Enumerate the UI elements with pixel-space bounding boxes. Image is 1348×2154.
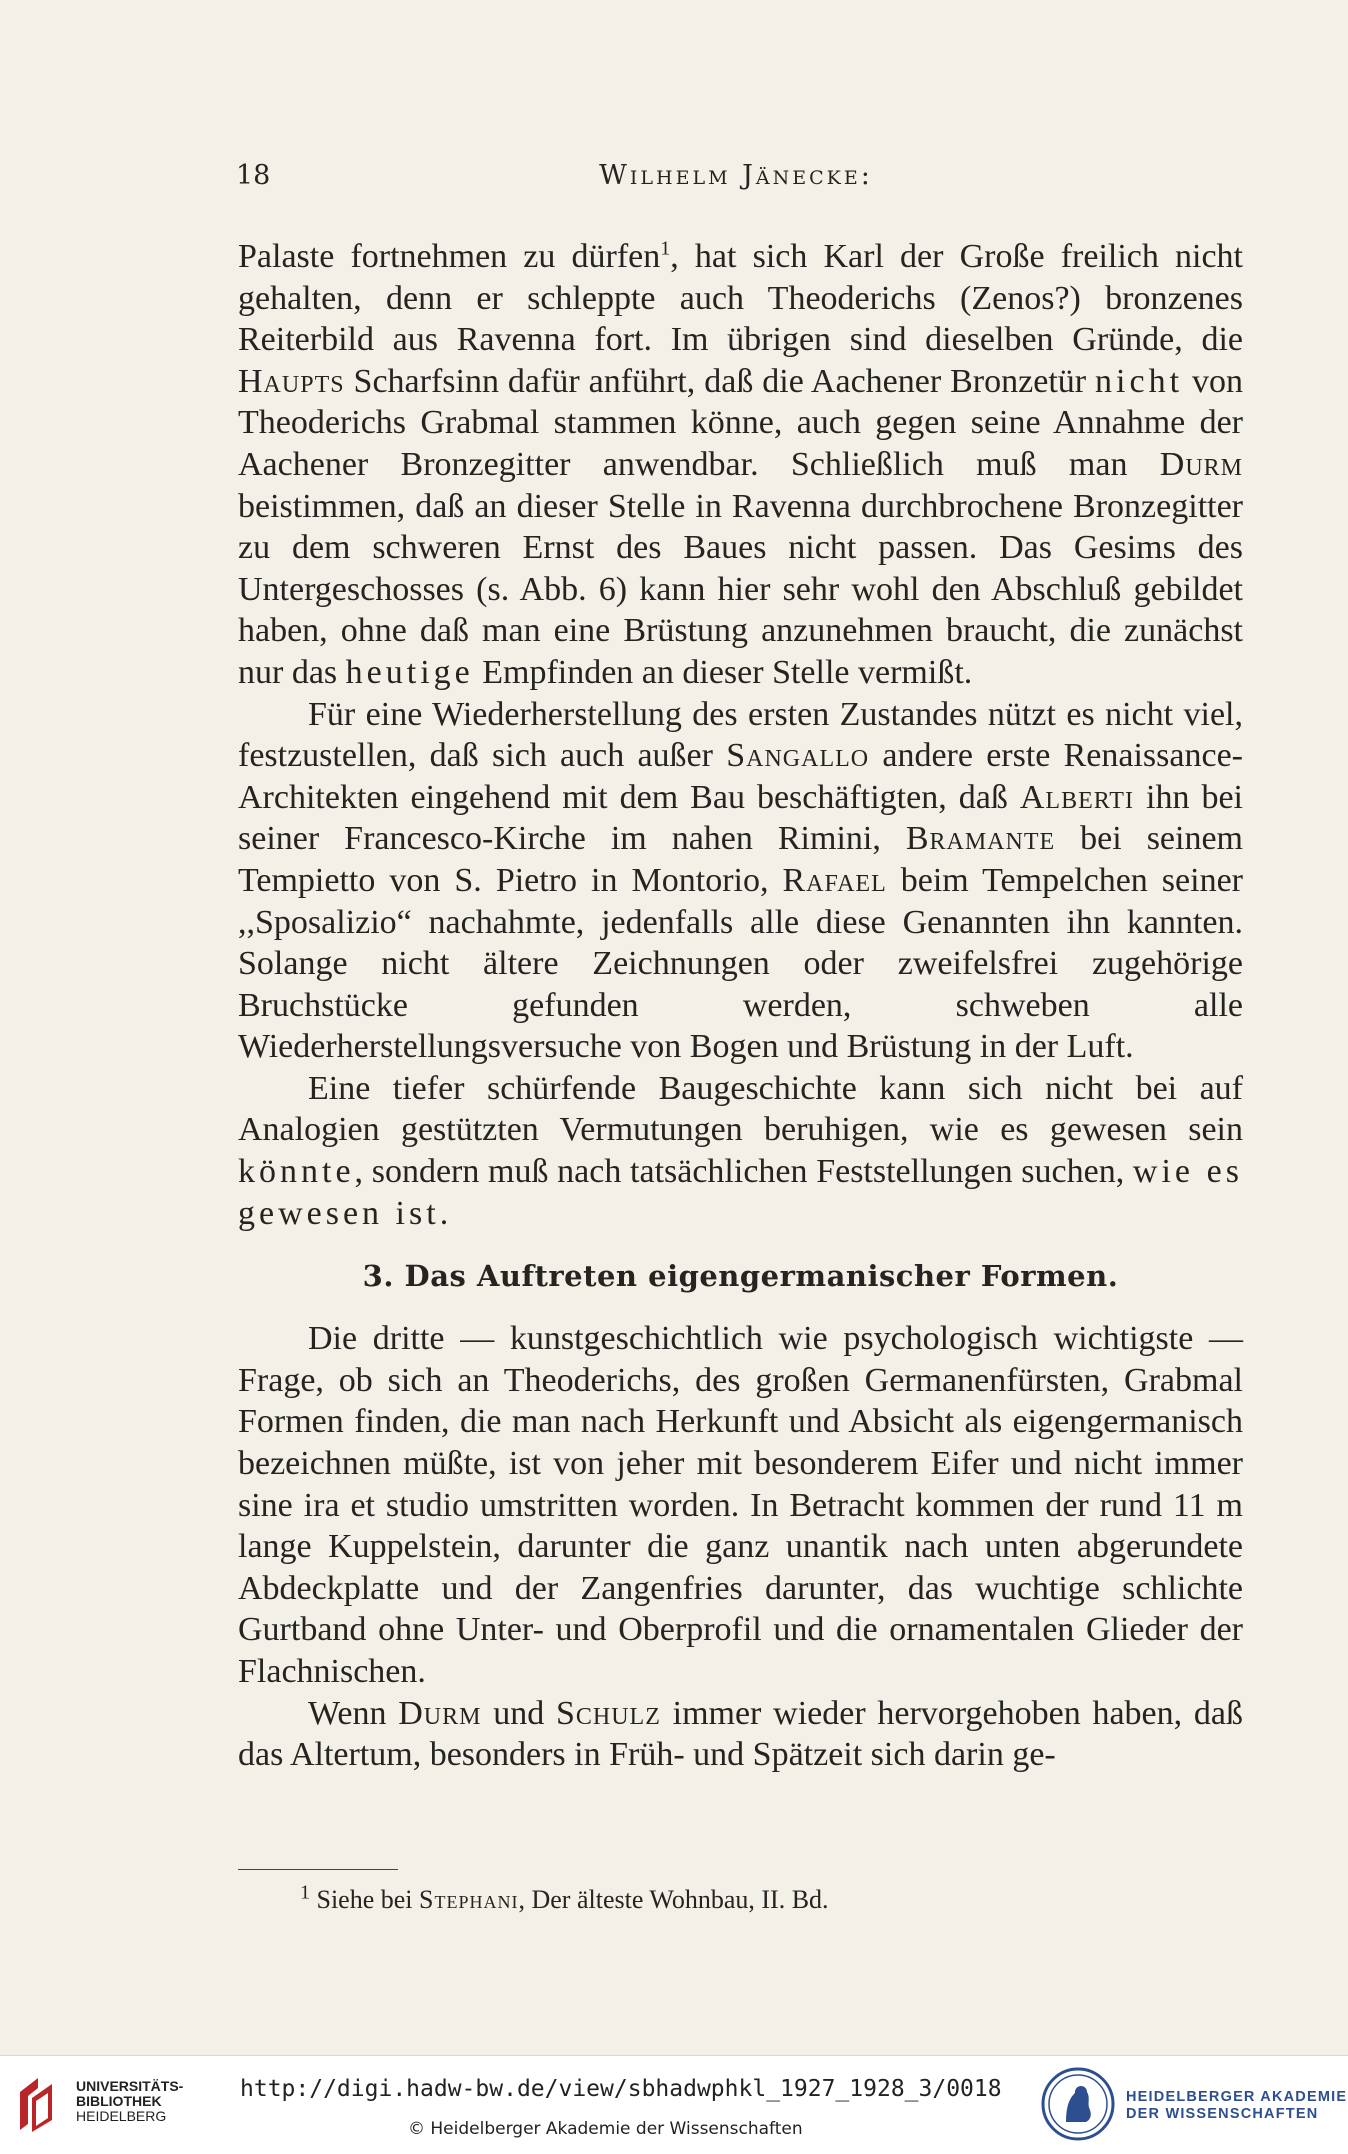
name-schulz: Schulz	[555, 1694, 661, 1732]
paragraph-2: Für eine Wiederherstellung des ersten Zustandes nützt es nicht viel, festzustellen, daß sich auch außer Sangallo andere erste Renaissance-Architekten eingehend mit dem Bau beschäftigten, daß Alberti ihn bei seiner Francesco-Kirche im nahen Rimini, Bramante bei seinem Tempietto von S. Pietro in Montorio, Rafael beim Tempelchen seiner ,,Sposalizio“ nachahmte, jedenfalls alle diese Genannten ihn kannten. Solange nicht ältere Zeichnungen oder zweifelsfrei zugehörige Bruchstücke gefunden werden, schweben alle Wiederherstellungsversuche von Bogen und Brüstung in der Luft.	[238, 695, 1243, 1066]
footnote: $^1$ Siehe bei Stephani, Der älteste Wohnbau, II. Bd.	[300, 1881, 829, 1914]
name-alberti: Alberti	[1019, 778, 1134, 816]
university-library-name: UNIVERSITÄTS- BIBLIOTHEK HEIDELBERG	[76, 2078, 184, 2124]
page-number: 18	[236, 160, 271, 191]
emphasis-nicht: nicht	[1095, 362, 1184, 400]
copyright-notice: © Heidelberger Akademie der Wissenschaften	[408, 2119, 803, 2139]
name-haupts: Haupts	[238, 362, 345, 400]
name-durm: Durm	[1159, 445, 1243, 483]
paragraph-1: Palaste fortnehmen zu dürfen$^1$, hat sich Karl der Große freilich nicht gehalten, denn er schleppte auch Theoderichs (Zenos?) bronzenes Reiterbild aus Ravenna fort. Im übrigen sind dieselben Gründe, die Haupts Scharfsinn dafür anführt, daß die Aachener Bronzetür nicht von Theoderichs Grabmal stammen könne, auch gegen seine Annahme der Aachener Bronzegitter anwendbar. Schließlich muß man Durm beistimmen, daß an dieser Stelle in Ravenna durchbrochene Bronzegitter zu dem schweren Ernst des Baues nicht passen. Das Gesims des Untergeschosses (s. Abb. 6) kann hier sehr wohl den Abschluß gebildet haben, ohne daß man eine Brüstung anzunehmen braucht, die zunächst nur das heutige Empfinden an dieser Stelle vermißt.	[238, 237, 1244, 691]
name-durm: Durm	[398, 1694, 482, 1732]
running-head: Wilhelm Jänecke:	[599, 160, 873, 191]
footnote-divider	[238, 1869, 398, 1870]
name-stephani: Stephani	[419, 1885, 519, 1914]
permalink-url[interactable]: http://digi.hadw-bw.de/view/sbhadwphkl_1927_1928_3/0018	[240, 2076, 1002, 2102]
name-sangallo: Sangallo	[726, 737, 870, 775]
emphasis-koennte: könnte	[238, 1153, 355, 1191]
name-rafael: Rafael	[782, 861, 887, 899]
paragraph-4: Die dritte — kunstgeschichtlich wie psychologisch wichtigste — Frage, ob sich an Theoderichs, des großen Germanenfürsten, Grabmal Formen finden, die man nach Herkunft und Absicht als eigengermanisch bezeichnen müßte, ist von jeher mit besonderem Eifer und nicht immer sine ira et studio umstritten worden. In Betracht kommen der rund 11 m lange Kuppelstein, darunter die ganz unantik nach unten abgerundete Abdeckplatte und der Zangenfries darunter, das wuchtige schlichte Gurtband ohne Unter- und Oberprofil und die ornamentalen Glieder der Flachnischen.	[238, 1320, 1243, 1690]
body-text	[238, 236, 1243, 1776]
footnote-marker: 1	[300, 1881, 310, 1904]
paragraph-5: Wenn Durm und Schulz immer wieder hervorgehoben haben, daß das Altertum, besonders in Früh- und Spätzeit sich darin ge-	[238, 1694, 1243, 1774]
emphasis-wie-es-gewesen-ist: wie es gewesen ist	[238, 1153, 1243, 1232]
section-heading: 3. Das Auftreten eigengermanischer Formen.	[362, 1259, 1119, 1294]
page-header	[236, 160, 1236, 200]
academy-seal-icon[interactable]	[1040, 2066, 1116, 2142]
university-library-logo-icon[interactable]	[14, 2074, 58, 2132]
viewer-footer	[0, 2055, 1348, 2154]
academy-name: HEIDELBERGER AKADEMIE DER WISSENSCHAFTEN	[1126, 2089, 1348, 2122]
paragraph-3: Eine tiefer schürfende Baugeschichte kann sich nicht bei auf Analogien gestützten Vermutungen beruhigen, wie es gewesen sein könnte, sondern muß nach tatsächlichen Feststellungen suchen, wie es gewesen ist.	[238, 1069, 1243, 1232]
emphasis-heutige: heutige	[345, 653, 474, 691]
footnote-ref[interactable]: 1	[660, 237, 671, 260]
name-bramante: Bramante	[905, 820, 1056, 858]
